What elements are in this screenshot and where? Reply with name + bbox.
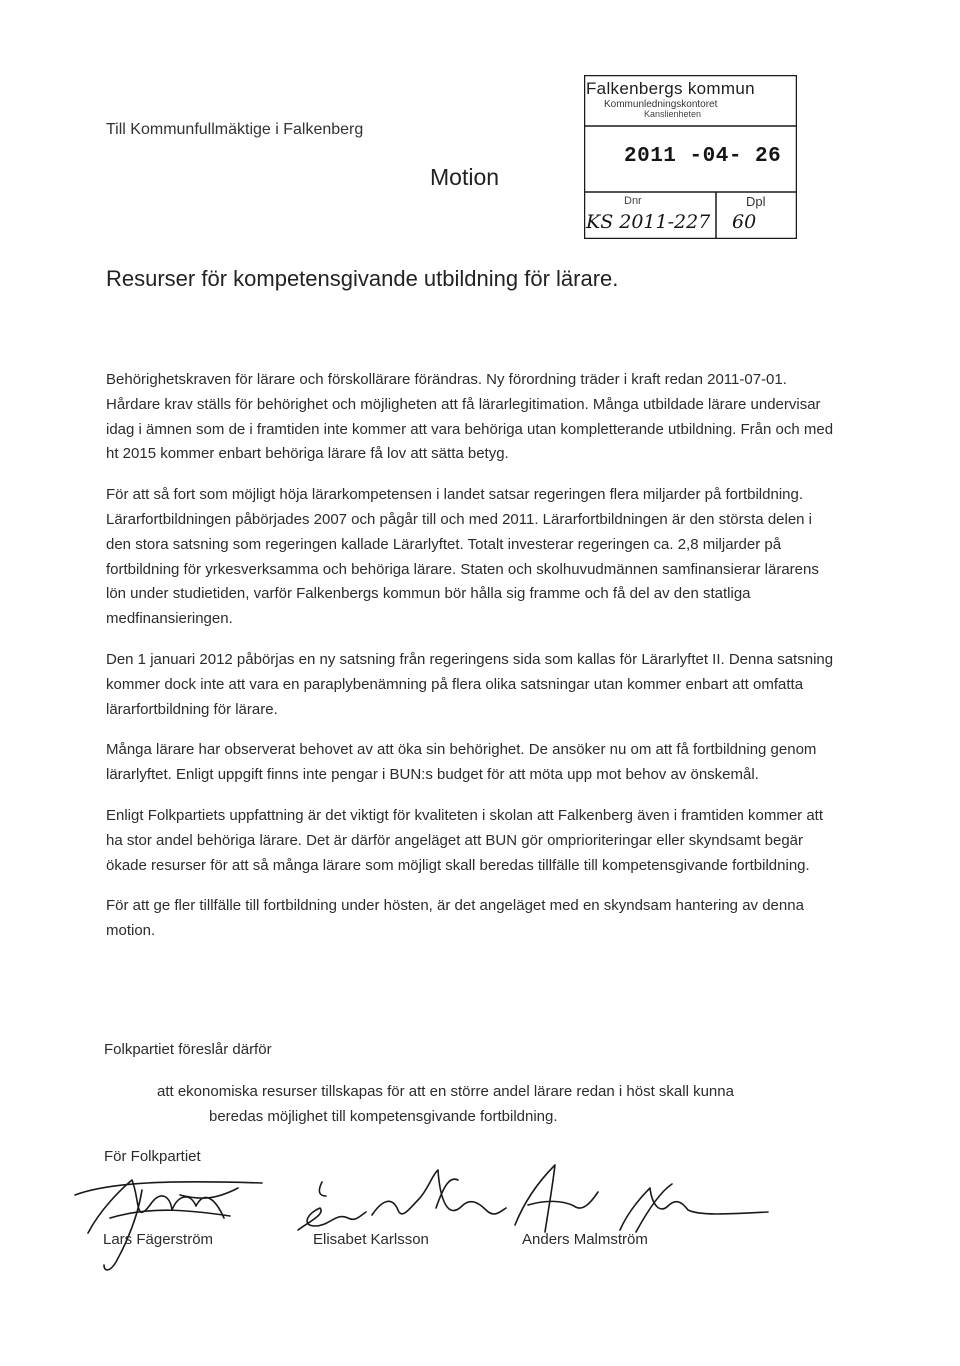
document-body [106,368,836,960]
proposal-intro: Folkpartiet föreslår därför [104,1041,272,1058]
proposal-line: beredas möjlighet till kompetensgivande fortbildning. [209,1108,558,1125]
paragraph: Behörighetskraven för lärare och förskollärare förändras. Ny förordning träder i kraft redan 2011-07-01. Hårdare krav ställs för behörighet och möjligheten att få lärarlegitimation. Många utbildade lärare undervisar idag i ämnen som de i framtiden inte kommer att vara behöriga utan kompletterande utbildning. Från och med ht 2015 kommer enbart behöriga lärare få lov att sätta betyg. [106,371,834,463]
addressee: Till Kommunfullmäktige i Falkenberg [106,121,364,138]
stamp-date: 2011 -04- 26 [624,145,782,168]
document-title: Resurser för kompetensgivande utbildning för lärare. [106,266,619,291]
signer-name: Anders Malmström [522,1231,648,1248]
proposal-line: att ekonomiska resurser tillskapas för att en större andel lärare redan i höst skall kunna [157,1083,734,1100]
paragraph: För att ge fler tillfälle till fortbildning under hösten, är det angeläget med en skyndsam hantering av denna motion. [106,897,804,940]
document-type: Motion [430,164,500,190]
registration-stamp [584,75,797,239]
paragraph: Den 1 januari 2012 påbörjas en ny satsning från regeringens sida som kallas för Lärarlyftet II. Denna satsning kommer dock inte att vara en paraplybenämning på flera olika satsningar utan kommer enbart att omfatta lärarfortbildning för lärare. [106,650,834,718]
paragraph: För att så fort som möjligt höja lärarkompetensen i landet satsar regeringen flera miljarder på fortbildning. Lärarfortbildningen påbörjades 2007 och pågår till och med 2011. Lärarfortbildningen är den största delen i den stora satsning som regeringen kallade Lärarlyftet. Totalt investerar regeringen ca. 2,8 miljarder på fortbildning för yrkesverksamma och behöriga lärare. Staten och skolhuvudmännen samfinansierar lärarens lön under studietiden, varför Falkenbergs kommun bör hålla sig framme och få del av den statliga medfinansieringen. [106,486,819,628]
paragraph: Enligt Folkpartiets uppfattning är det viktigt för kvaliteten i skolan att Falkenberg även i framtiden kommer att ha stor andel behöriga lärare. Det är därför angeläget att BUN gör omprioriteringar eller skyndsamt begär ökade resurser för att så många lärare som möjligt skall beredas tillfälle till kompetensgivande fortbildning. [106,806,824,874]
proposal [157,1079,857,1129]
stamp-dpl-value: 60 [732,211,757,233]
signer-name: Lars Fägerström [103,1231,214,1248]
stamp-dpl-label: Dpl [746,194,766,209]
party-line: För Folkpartiet [104,1148,201,1165]
signer-name: Elisabet Karlsson [313,1231,429,1248]
stamp-dnr-label: Dnr [624,195,642,207]
stamp-department: Kommunledningskontoret [604,99,718,110]
stamp-dnr-value: KS 2011-227 [586,211,711,233]
stamp-organization: Falkenbergs kommun [586,79,755,98]
paragraph: Många lärare har observerat behovet av att öka sin behörighet. De ansöker nu om att få fortbildning genom lärarlyftet. Enligt uppgift finns inte pengar i BUN:s budget för att möta upp mot behov av önskemål. [106,741,817,784]
stamp-unit: Kanslienheten [644,109,702,119]
